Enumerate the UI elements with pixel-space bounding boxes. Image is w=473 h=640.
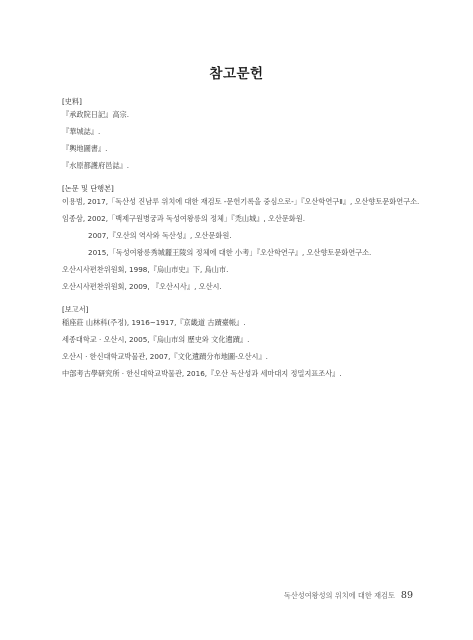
section-reports	[62, 305, 432, 379]
reference-entry: 2007,『오산의 역사와 독산성』, 오산문화원.	[88, 231, 232, 240]
reference-entry: 『承政院日記』高宗.	[62, 110, 129, 119]
bibliography	[62, 97, 432, 392]
reference-entry: 2015,「독성여왕릉秀城麗王陵의 정체에 대한 小考」『오산학연구』, 오산향토문화연구소.	[88, 248, 372, 257]
reference-entry: 오산시 · 한신대학교박물관, 2007,『文化遺蹟分布地圖-오산시』.	[62, 352, 268, 361]
reference-entry: 『輿地圖書』.	[62, 144, 108, 153]
section-label: [논문 및 단행본]	[62, 184, 114, 193]
reference-entry: 임종삼, 2002,「백제구원병궁과 독성여왕릉의 정체」『禿山城』, 오산문화원.	[62, 214, 305, 223]
section-label: [보고서]	[62, 305, 89, 314]
section-label: [史料]	[62, 97, 82, 106]
running-title: 독산성여왕성의 위치에 대한 재검토	[283, 591, 395, 600]
section-historical-sources	[62, 97, 432, 171]
section-papers-books	[62, 184, 432, 292]
reference-entry: 稲座莊 山林科(주정), 1916~1917,『京畿道 古蹟臺帳』.	[62, 318, 246, 327]
page-footer	[284, 590, 413, 601]
reference-entry: 中部考古學研究所 · 한신대학교박물관, 2016,『오산 독산성과 세마대지 정밀지표조사』.	[62, 369, 342, 378]
reference-entry: 오산시사편찬위원회, 2009, 『오산시사』, 오산시.	[62, 282, 222, 291]
page-title: 참고문헌	[209, 66, 264, 82]
reference-entry: 세종대학교 · 오산시, 2005,『烏山市의 歷史와 文化遺蹟』.	[62, 335, 250, 344]
page-number: 89	[400, 590, 413, 601]
reference-entry: 이용범, 2017,「독산성 진남루 위치에 대한 재검토 -문헌기록을 중심으로-」『오산학연구Ⅱ』, 오산향토문화연구소.	[62, 197, 420, 206]
reference-entry: 오산시사편찬위원회, 1998,『烏山市史』下, 烏山市.	[62, 265, 229, 274]
reference-entry: 『華城誌』.	[62, 127, 101, 136]
reference-entry: 『水原都護府邑誌』.	[62, 161, 129, 170]
